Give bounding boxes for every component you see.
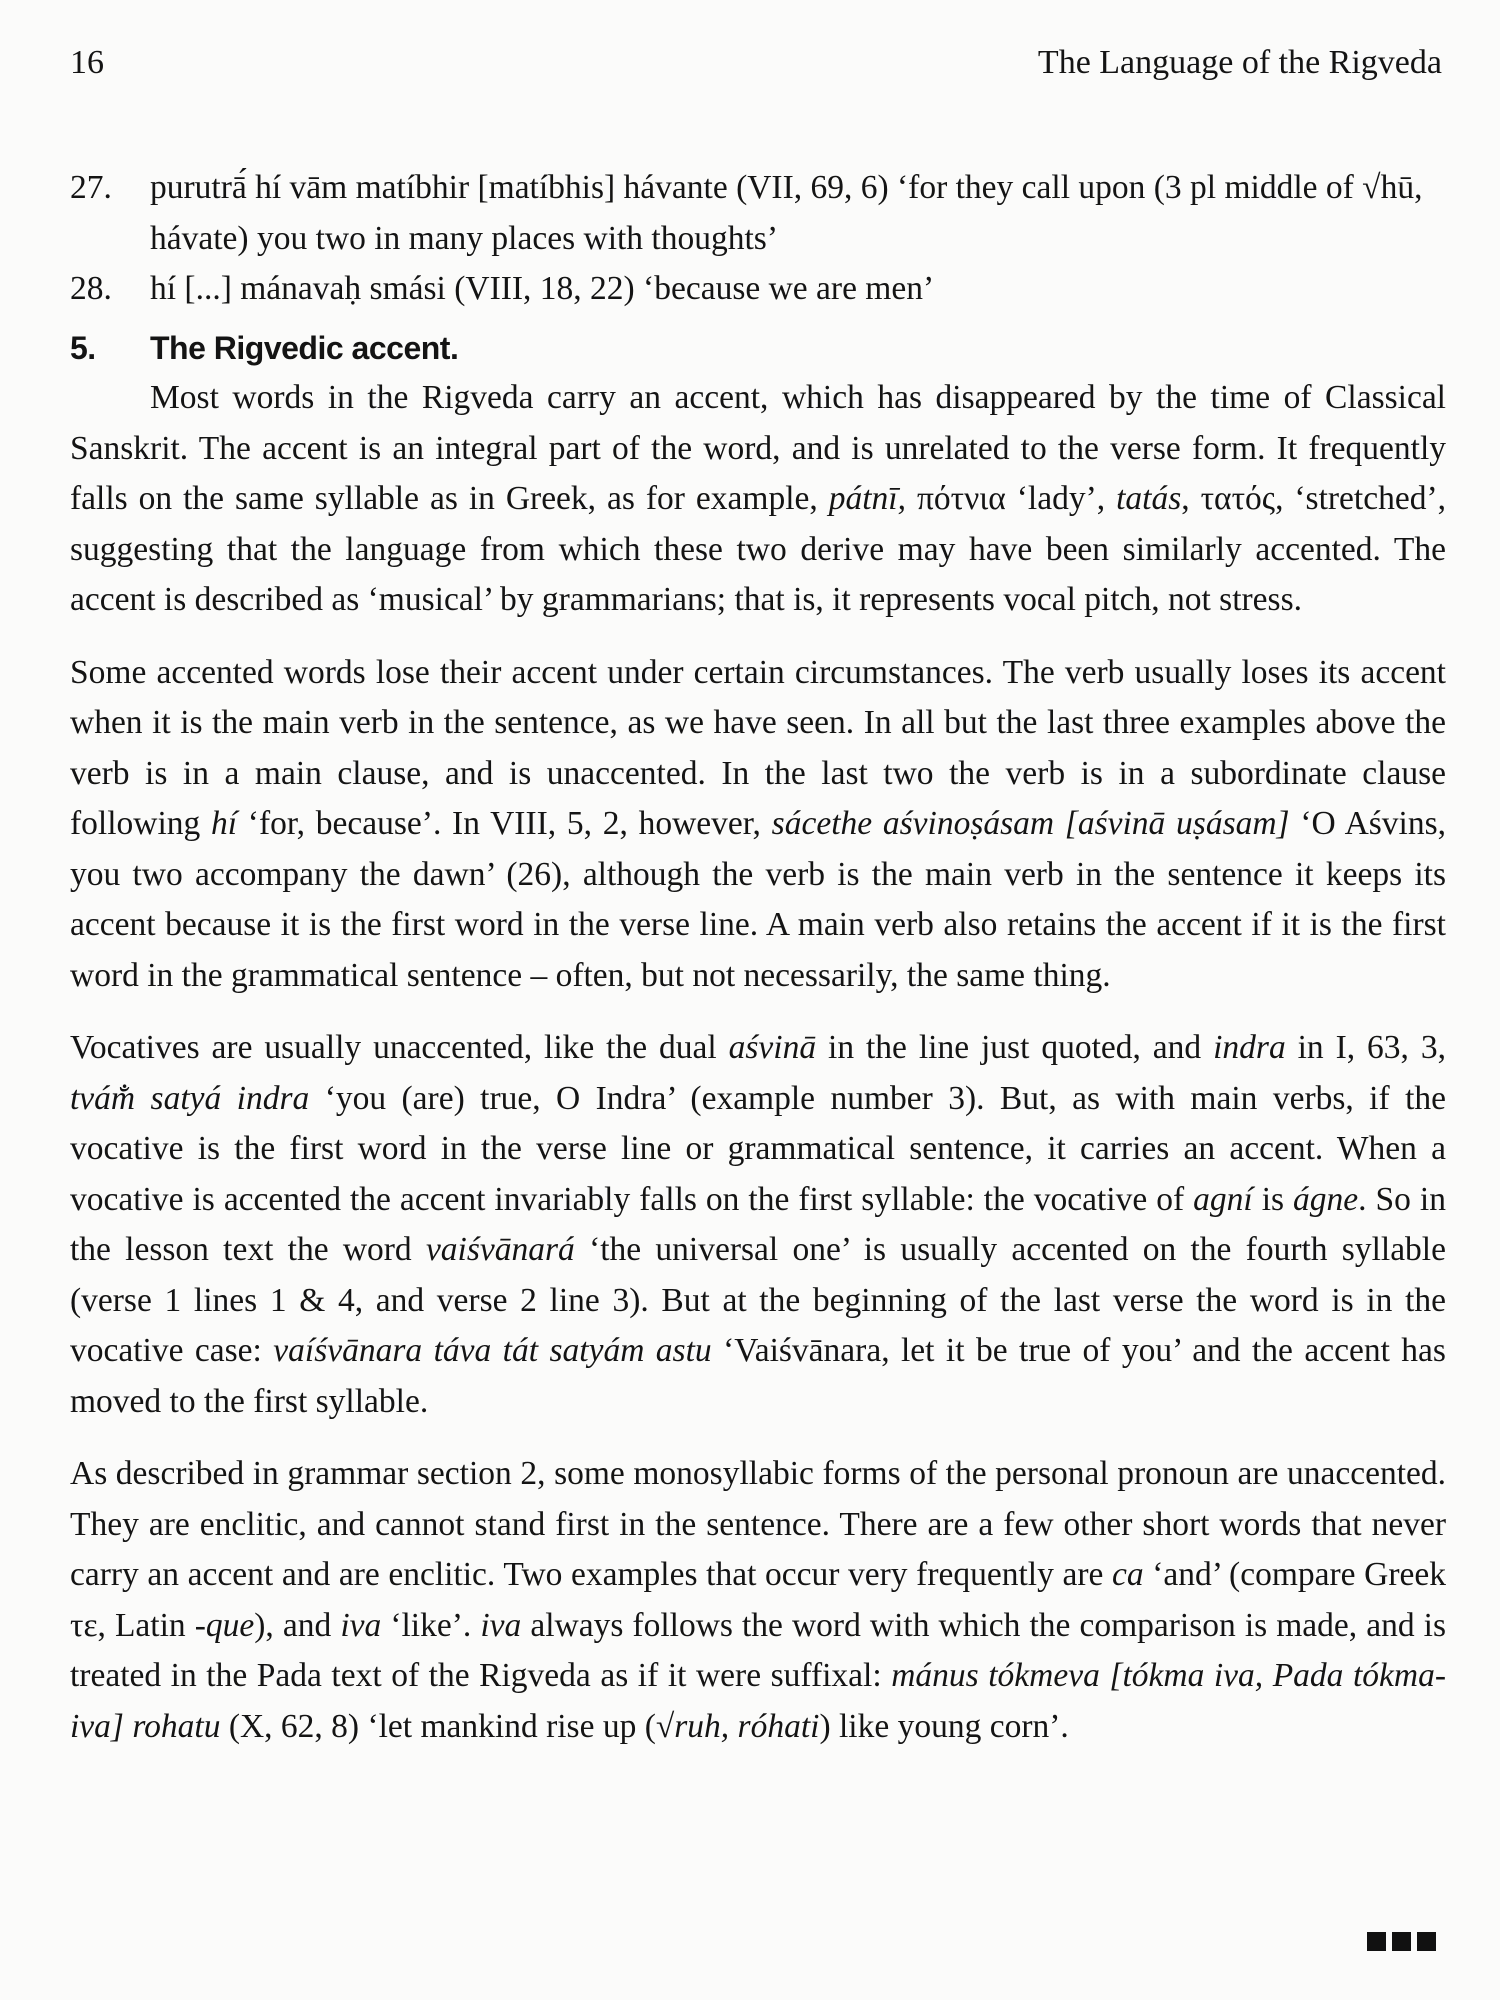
example-text: hí [...] mánavaḥ smási (VIII, 18, 22) ‘because we are men’	[150, 270, 935, 307]
italic-term: sácethe aśvinoṣásam [aśvinā uṣásam]	[771, 805, 1290, 842]
text-run: Most words in the Rigveda carry an accent, which has disappeared by the time of Classical Sanskrit. The accent is an integral part of the word, and is unrelated to the verse form. It frequently falls on the same syllable as in Greek, as for example,	[70, 379, 1446, 517]
page-number: 16	[70, 44, 104, 81]
text-run: ‘the universal one’ is usually accented on the fourth syllable (verse 1 lines 1 & 4, and verse 2 line 3). But at the beginning of the last verse the word is in the vocative case:	[70, 1231, 1446, 1369]
text-run: in the line just quoted, and	[816, 1029, 1214, 1066]
text-run: Some accented words lose their accent under certain circumstances. The verb usually loses its accent when it is the main verb in the sentence, as we have seen. In all but the last three examples above the verb is in a main clause, and is unaccented. In the last two the verb is in a subordinate clause following	[70, 653, 1446, 842]
example-number: 27.	[70, 169, 112, 206]
square-icon	[1392, 1932, 1411, 1951]
italic-term: pátnī,	[828, 480, 906, 517]
italic-term: tatás	[1116, 480, 1182, 517]
text-run: As described in grammar section 2, some monosyllabic forms of the personal pronoun are unaccented. They are enclitic, and cannot stand first in the sentence. There are a few other short words that never carry an accent and are enclitic. Two examples that occur very frequently are	[70, 1455, 1446, 1593]
text-run: ‘for, because’. In VIII, 5, 2, however,	[237, 805, 772, 842]
text-run: πότνια ‘lady’,	[905, 480, 1117, 517]
text-run: ), and	[254, 1606, 341, 1644]
end-of-section-mark	[1367, 1932, 1436, 1951]
paragraph-verb-accent	[70, 648, 1446, 1002]
example-item	[70, 264, 1446, 315]
text-run: ) like young corn’.	[819, 1707, 1069, 1745]
italic-term: iva	[340, 1606, 382, 1644]
text-run: . So in the lesson text the word	[70, 1180, 1446, 1268]
text-run: (X, 62, 8) ‘let mankind rise up (	[220, 1707, 656, 1745]
italic-term: indra	[1213, 1029, 1286, 1066]
text-run: ‘and’ (compare Greek τε, Latin	[70, 1556, 1446, 1644]
italic-term: √ruh, róhati	[655, 1707, 820, 1745]
text-run: Vocatives are usually unaccented, like the dual	[70, 1029, 729, 1066]
text-run: is	[1252, 1180, 1294, 1218]
square-icon	[1367, 1932, 1386, 1951]
text-run: in I, 63, 3,	[1285, 1029, 1446, 1066]
text-run: , τατός, ‘stretched’, suggesting that the language from which these two derive may have been similarly accented. The accent is described as ‘musical’ by grammarians; that is, it represents vocal pitch, not stress.	[70, 480, 1447, 618]
italic-term: ca	[1111, 1556, 1144, 1593]
paragraph-enclitics	[70, 1449, 1446, 1752]
text-run: ‘O Aśvins, you two accompany the dawn’ (26), although the verb is the main verb in the sentence it keeps its accent because it is the first word in the verse line. A main verb also retains the accent if it is the first word in the grammatical sentence – often, but not necessarily, the same thing.	[70, 805, 1447, 994]
italic-term: aśvinā	[728, 1029, 817, 1066]
example-text: purutrā́ hí vām matíbhir [matíbhis] hávante (VII, 69, 6) ‘for they call upon (3 pl middle of √hū, hávate) you two in many places with thoughts’	[150, 169, 1423, 257]
text-run: ‘Vaiśvānara, let it be true of you’ and the accent has moved to the first syllable.	[70, 1332, 1446, 1420]
page-body	[70, 163, 1446, 1752]
paragraph-accent-intro	[70, 373, 1446, 626]
text-run: ‘you (are) true, O Indra’ (example number 3). But, as with main verbs, if the vocative is the first word in the verse line or grammatical sentence, it carries an accent. When a vocative is accented the accent invariably falls on the first syllable: the vocative of	[70, 1079, 1446, 1218]
italic-term: ágne	[1293, 1180, 1359, 1218]
running-title: The Language of the Rigveda	[1037, 44, 1442, 81]
italic-term: agní	[1193, 1180, 1253, 1218]
italic-term: iva	[480, 1606, 522, 1644]
italic-term: vaíśvānara táva tát satyám astu	[273, 1332, 712, 1369]
section-title: The Rigvedic accent.	[150, 329, 459, 366]
italic-term: mánus tókmeva [tókma iva, Pada tókma-iva] rohatu	[70, 1657, 1447, 1745]
square-icon	[1417, 1932, 1436, 1951]
paragraph-vocatives	[70, 1023, 1446, 1427]
example-item	[70, 163, 1446, 264]
example-number: 28.	[70, 270, 112, 307]
italic-term: hí	[211, 805, 238, 842]
italic-term: -que	[194, 1606, 255, 1644]
section-number: 5.	[70, 329, 96, 366]
text-run: always follows the word with which the comparison is made, and is treated in the Pada text of the Rigveda as if it were suffixal:	[70, 1606, 1447, 1694]
italic-term: vaiśvānará	[425, 1231, 575, 1268]
text-run: ‘like’.	[381, 1606, 481, 1644]
section-heading	[70, 323, 1446, 374]
italic-term: tvám̐ satyá indra	[70, 1079, 310, 1117]
